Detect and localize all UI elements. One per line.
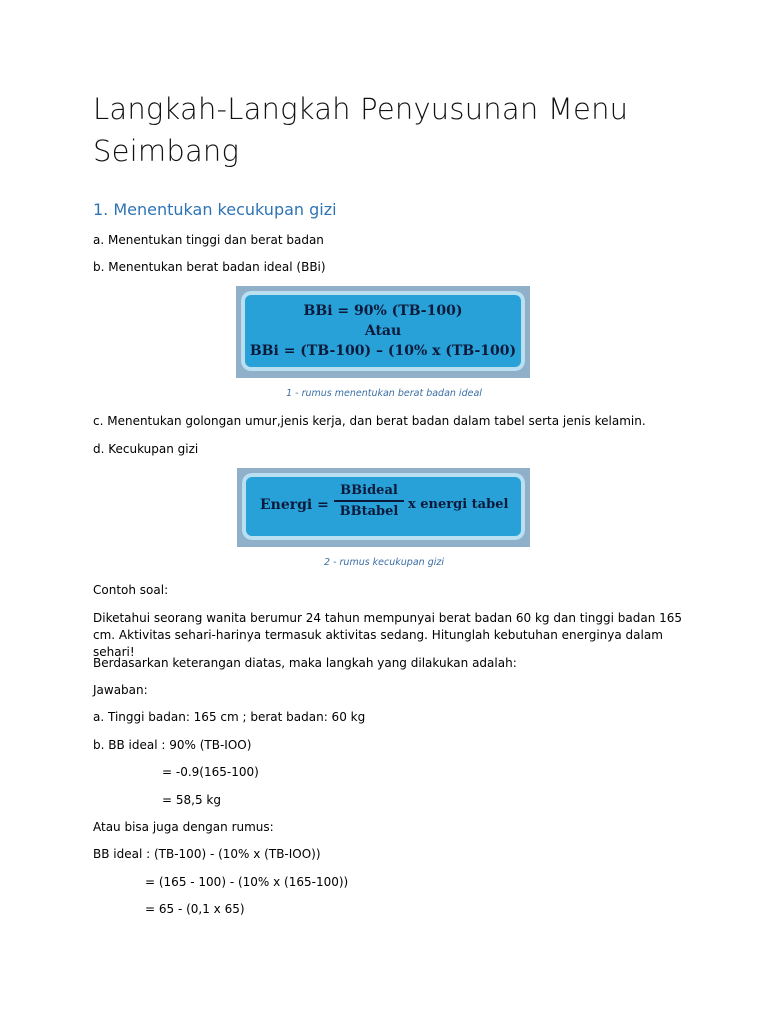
step-c: c. Menentukan golongan umur,jenis kerja, dan berat badan dalam tabel serta jenis kelamin. — [93, 414, 646, 428]
example-problem: Diketahui seorang wanita berumur 24 tahun mempunyai berat badan 60 kg dan tinggi badan 165 cm. Aktivitas sehari-harinya termasuk aktivitas sedang. Hitunglah kebutuhan energinya dalam sehari! — [93, 611, 683, 659]
figure1-caption: 1 - rumus menentukan berat badan ideal — [286, 388, 482, 399]
formula-line-3: BBi = (TB-100) – (10% x (TB-100) — [249, 343, 517, 359]
answer-b-line2: = -0.9(165-100) — [162, 765, 259, 779]
answer-b-line3: = 58,5 kg — [162, 793, 221, 807]
page-title: Langkah-Langkah Penyusunan Menu Seimbang — [93, 92, 629, 168]
step-a: a. Menentukan tinggi dan berat badan — [93, 233, 324, 247]
formula-image-bbi — [236, 286, 530, 378]
step-b: b. Menentukan berat badan ideal (BBi) — [93, 260, 326, 274]
formula-denominator: BBtabel — [339, 504, 399, 519]
fraction-bar — [334, 500, 404, 502]
formula-box-energi — [242, 473, 525, 540]
formula-lhs: Energi = — [260, 497, 329, 513]
step-d: d. Kecukupan gizi — [93, 442, 199, 456]
alt-line3: = 65 - (0,1 x 65) — [145, 902, 245, 916]
formula-numerator: BBideal — [340, 483, 398, 498]
figure2-caption: 2 - rumus kecukupan gizi — [324, 557, 444, 568]
formula-box-bbi — [241, 291, 525, 371]
answer-a: a. Tinggi badan: 165 cm ; berat badan: 60 kg — [93, 710, 366, 724]
example-steps-intro: Berdasarkan keterangan diatas, maka langkah yang dilakukan adalah: — [93, 656, 517, 670]
answer-b: b. BB ideal : 90% (TB-IOO) — [93, 738, 252, 752]
formula-image-energi — [237, 468, 530, 547]
alt-line2: = (165 - 100) - (10% x (165-100)) — [145, 875, 349, 889]
formula-fraction — [334, 483, 404, 519]
formula-line-1: BBi = 90% (TB-100) — [303, 303, 463, 319]
formula-rhs: x energi tabel — [408, 497, 509, 512]
answer-label: Jawaban: — [93, 683, 148, 697]
alt-label: Atau bisa juga dengan rumus: — [93, 820, 274, 834]
example-label: Contoh soal: — [93, 583, 169, 597]
section-heading: 1. Menentukan kecukupan gizi — [93, 200, 337, 219]
alt-line1: BB ideal : (TB-100) - (10% x (TB-IOO)) — [93, 847, 321, 861]
formula-line-2: Atau — [364, 323, 402, 339]
